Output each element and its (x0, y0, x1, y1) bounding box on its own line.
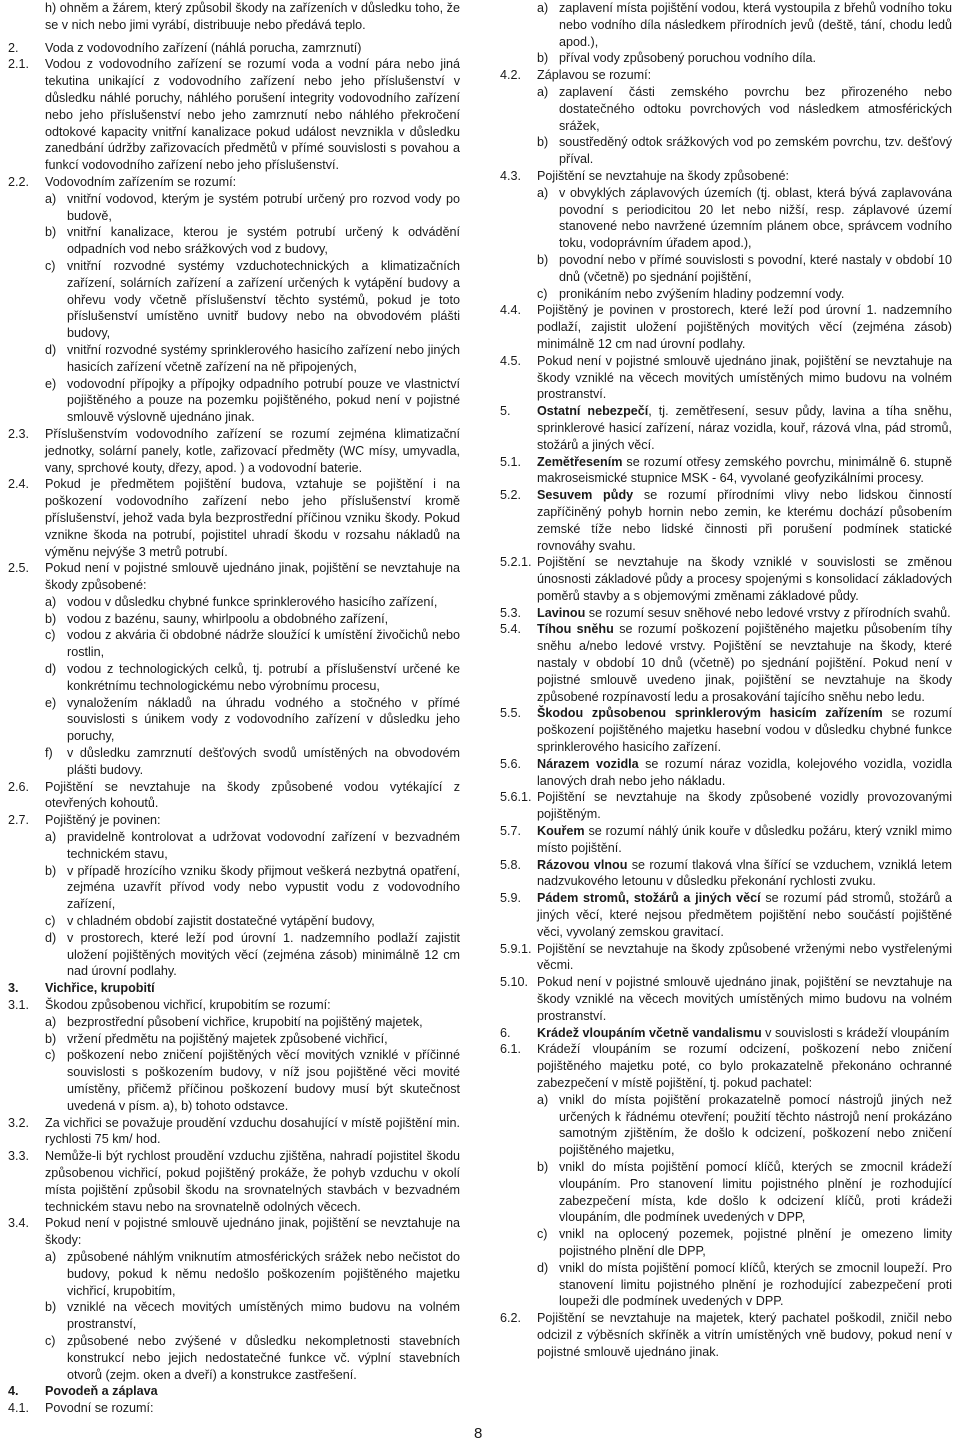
section-2-2: 2.2. Vodovodním zařízením se rozumí: (8, 174, 237, 189)
list-item: h) ohněm a žárem, který způsobil škody na zařízeních v důsledku toho, že se v nich nebo jimi vyrábí, distribuuje nebo předává teplo. (45, 1, 460, 32)
list-item: d) vodou z technologických celků, tj. potrubí a příslušenství určené ke konkrétnímu technologickému nebo výrobnímu procesu, (45, 662, 460, 693)
list-item: d) vnikl do místa pojištění pomocí klíčů, kterých se zmocnil loupeží. Pro stanovení limitu pojistného plnění je rozhodující zabezpečení proti loupeži dle podmínek uvedených v DPP. (537, 1260, 952, 1309)
list-2-2 (8, 191, 460, 426)
list-item: a) bezprostřední působení vichřice, krupobití na pojištěný majetek, (45, 1014, 423, 1029)
list-4-1 (500, 0, 952, 67)
section-4-2: 4.2. Záplavou se rozumí: (500, 68, 652, 83)
list-3-1 (8, 1014, 460, 1115)
list-item: a) zaplavení části zemského povrchu bez přirozeného nebo dostatečného odtoku povrchových vod následkem atmosférických srážek, (537, 84, 952, 133)
section-4-5: 4.5. Pokud není v pojistné smlouvě ujednáno jinak, pojištění se nevztahuje na škody vzniklé na věcech movitých umístěných mimo budovu na volném prostranství. (500, 353, 952, 402)
list-item: c) pronikáním nebo zvýšením hladiny podzemní vody. (537, 286, 845, 301)
list-4-2 (500, 84, 952, 168)
section-5-3: 5.3. Lavinou se rozumí sesuv sněhové nebo ledové vrstvy z přírodních svahů. (500, 605, 951, 620)
section-4-1: 4.1. Povodní se rozumí: (8, 1401, 154, 1416)
list-item: b) příval vody způsobený poruchou vodního díla. (537, 51, 816, 66)
list-item: b) soustředěný odtok srážkových vod po zemském povrchu, tzv. dešťový příval. (537, 135, 952, 167)
section-2-3: 2.3. Příslušenstvím vodovodního zařízení se rozumí zejména klimatizační jednotky, solární panely, kotle, zařizovací předměty (WC mísy, umyvadla, vany, sprchové kouty, dřezy, apod. ) a vodovodní baterie. (8, 426, 460, 475)
section-4-3: 4.3. Pojištění se nevztahuje na škody způsobené: (500, 168, 790, 183)
section-5-6-1: 5.6.1. Pojištění se nevztahuje na škody způsobené vozidly provozovanými pojištěným. (500, 790, 952, 822)
list-item: a) způsobené náhlým vniknutím atmosférických srážek nebo nečistot do budovy, pokud k němu nedošlo poškozením pojištěného majetku vichřicí, krupobitím, (45, 1249, 460, 1298)
list-item: a) vnitřní vodovod, kterým je systém potrubí určený pro rozvod vody po budově, (45, 191, 460, 223)
section-2-heading: 2. Voda z vodovodního zařízení (náhlá porucha, zamrznutí) (8, 40, 362, 55)
left-column (8, 0, 460, 1417)
section-6: 6. Krádež vloupáním včetně vandalismu v souvislosti s krádeží vloupáním (500, 1025, 950, 1040)
section-5-9-1: 5.9.1. Pojištění se nevztahuje na škody způsobené vrženými nebo vystřelenými věcmi. (500, 941, 952, 973)
section-5-9: 5.9. Pádem stromů, stožárů a jiných věcí se rozumí pád stromů, stožárů a jiných věcí, které nejsou předmětem pojištění nebo součástí pojištěné věci, vyvolaný zemskou gravitací. (500, 891, 952, 939)
list-item: a) pravidelně kontrolovat a udržovat vodovodní zařízení v bezvadném technickém stavu, (45, 830, 460, 861)
section-3-3: 3.3. Nemůže-li být rychlost proudění vzduchu zjištěna, nahradí pojistitel škodu způsobenou vichřicí, pokud pojištěný prokáže, že pohyb vzduchu v okolí místa pojištění způsobil škodu na srovnatelných stavbách v bezvadném technickém stavu nebo na srovnatelně odolných věcech. (8, 1149, 460, 1214)
section-2-6: 2.6. Pojištění se nevztahuje na škody způsobené vodou vytékající z otevřených kohoutů. (8, 779, 460, 811)
section-5-8: 5.8. Rázovou vlnou se rozumí tlaková vlna šířící se vzduchem, vzniklá letem nadzvukového letounu v důsledku překonání rychlosti zvuku. (500, 857, 953, 889)
section-5-5: 5.5. Škodou způsobenou sprinklerovým hasicím zařízením se rozumí poškození pojištěného majetku hasební vodou v důsledku chybné funkce sprinklerového hasicího zařízení. (500, 706, 952, 755)
section-2-5: 2.5. Pokud není v pojistné smlouvě ujednáno jinak, pojištění se nevztahuje na škody způsobené: (8, 561, 460, 593)
list-item: b) povodní nebo v přímé souvislosti s povodní, které nastaly v období 10 dnů (včetně) po sjednání pojištění, (537, 252, 952, 284)
list-item: e) vodovodní přípojky a přípojky odpadního potrubí pouze ve vlastnictví pojištěného a pouze na pozemku pojištěného, pokud není v pojistné smlouvě výslovně ujednáno jinak. (45, 376, 460, 425)
list-2-5 (8, 594, 460, 779)
list-3-4 (8, 1249, 460, 1383)
list-item: c) v chladném období zajistit dostatečné vytápění budovy, (45, 914, 375, 929)
section-3-1: 3.1. Škodou způsobenou vichřicí, krupobitím se rozumí: (8, 998, 331, 1013)
list-item: d) v prostorech, které leží pod úrovní 1. nadzemního podlaží zajistit uložení pojištěných movitých věcí (zejména zásob) minimálně 12 cm nad úrovní podlahy. (45, 930, 460, 979)
section-5-6: 5.6. Nárazem vozidla se rozumí náraz vozidla, kolejového vozidla, vozidla lanových drah nebo jeho nákladu. (500, 756, 952, 788)
list-item: a) vnikl do místa pojištění prokazatelně pomocí nástrojů jiných než určených k řádnému otevření; použití těchto nástrojů není prokázáno samotným zjištěním, že došlo k odcizení, poškození nebo zničení pojištěného majetku, (537, 1092, 952, 1158)
section-5-10: 5.10. Pokud není v pojistné smlouvě ujednáno jinak, pojištění se nevztahuje na škody vzniklé na věcech movitých umístěných mimo budovu na volném prostranství. (500, 975, 952, 1023)
list-item: e) vynaložením nákladů na úhradu vodného a stočného v přímé souvislosti s únikem vody z vodovodního zařízení v důsledku jeho poruchy, (45, 695, 460, 744)
list-item: c) vodou z akvária či obdobné nádrže sloužící k umístění živočichů nebo rostlin, (45, 628, 460, 660)
section-5-1: 5.1. Zemětřesením se rozumí otřesy zemského povrchu, minimálně 6. stupně makroseismické stupnice MSK - 64, vyvolané geofyzikálními procesy. (500, 454, 952, 486)
list-item: c) vnikl na oplocený pozemek, pojistné plnění je omezeno limity pojistného plnění dle DPP, (537, 1227, 952, 1258)
section-6-2: 6.2. Pojištění se nevztahuje na majetek, který pachatel poškodil, zničil nebo odcizil z výběsních skříněk a vitrín umístěných vně budovy, pokud není v pojistné smlouvě ujednáno jinak. (500, 1311, 952, 1359)
list-item: b) vržení předmětu na pojištěný majetek způsobené vichřicí, (45, 1031, 388, 1046)
list-4-3 (500, 185, 952, 303)
list-item: c) poškození nebo zničení pojištěných věcí movitých vzniklé v příčinné souvislosti s poškozením budovy, v níž jsou pojištěné věci movité umístěny, přičemž příčinou poškození budovy musí být skutečnost uvedená v písm. a), b) tohoto odstavce. (45, 1048, 460, 1113)
section-5-7: 5.7. Kouřem se rozumí náhlý únik kouře v důsledku požáru, který vznikl mimo místo pojištění. (500, 824, 952, 855)
list-item: b) vnikl do místa pojištění pomocí klíčů, kterých se zmocnil krádeží vloupáním. Pro stanovení limitu pojistného plnění je rozhodující zabezpečení místa, kde došlo k odcizení klíčů, proti krádeži vloupáním, dle podmínek uvedených v DPP, (537, 1159, 952, 1225)
list-item: b) vzniklé na věcech movitých umístěných mimo budovu na volném prostranství, (45, 1300, 460, 1332)
section-5-2-1: 5.2.1. Pojištění se nevztahuje na škody vzniklé v souvislosti se změnou únosnosti základové půdy a procesy spojenými s konsolidací základových poměrů stavby a s objemovými změnami základové půdy. (500, 555, 952, 603)
section-2-4: 2.4. Pokud je předmětem pojištění budova, vztahuje se pojištění i na poškození vodovodního zařízení nebo jeho příslušenství kromě příslušenství, jehož vada byla bezprostřední příčinou vzniku škody. Pokud vznikne škoda na potrubí, pojistitel uhradí škodu v rozsahu nákladů na výměnu nejvýše 3 metrů potrubí. (8, 477, 460, 559)
list-item: a) v obvyklých záplavových územích (tj. oblast, která bývá zaplavována povodní s periodicitou 20 let nebo nižší, resp. záplavové území stanovené nebo navržené územním plánem obce, správcem vodního toku, vodoprávním úřadem apod.), (537, 185, 952, 251)
list-item: b) vnitřní kanalizace, kterou je systém potrubí určený k odvádění odpadních vod nebo srážkových vod z budovy, (45, 225, 460, 257)
section-3-2: 3.2. Za vichřici se považuje proudění vzduchu dosahující v místě pojištění min. rychlosti 75 km/ hod. (8, 1115, 460, 1147)
section-6-1: 6.1. Krádeží vloupáním se rozumí odcizení, poškození nebo zničení pojištěného majetku poté, co bylo prokazatelně překonáno ochranné zabezpečení v místě pojištění, tj. pokud pachatel: (500, 1042, 952, 1090)
list-item: f) v důsledku zamrznutí dešťových svodů umístěných na obvodovém plášti budovy. (45, 746, 460, 777)
section-3-heading: 3. Vichřice, krupobití (8, 981, 155, 996)
list-6-1 (500, 1092, 952, 1310)
list-item: a) zaplavení místa pojištění vodou, která vystoupila z břehů vodního toku nebo vodního díla následkem přírodních jevů (deště, tání, chodu ledů apod.), (537, 1, 952, 49)
list-item: a) vodou v důsledku chybné funkce sprinklerového hasicího zařízení, (45, 594, 438, 609)
right-column (500, 0, 952, 1361)
list-item: b) vodou z bazénu, sauny, whirlpoolu a obdobného zařízení, (45, 611, 389, 626)
section-3-4: 3.4. Pokud není v pojistné smlouvě ujednáno jinak, pojištění se nevztahuje na škody: (8, 1216, 460, 1248)
section-5-4: 5.4. Tíhou sněhu se rozumí poškození pojištěného majetku působením tíhy sněhu a/nebo ledové vrstvy. Pojištění se nevztahuje na škody, které nastaly v období 10 dnů (včetně) po sjednání pojištění. Pokud není v pojistné smlouvě uvedeno jinak, pojištění se nevztahuje na škody způsobené rozpínavostí ledu a prosakování tajícího sněhu nebo ledu. (500, 622, 952, 704)
section-4-4: 4.4. Pojištěný je povinen v prostorech, které leží pod úrovní 1. nadzemního podlaží, zajistit uložení pojištěných movitých věcí (zejména zásob) minimálně 12 cm nad úrovní podlahy. (500, 303, 952, 351)
list-item: c) způsobené nebo zvýšené v důsledku nekompletnosti stavebních konstrukcí nebo jejich nedostatečné funkce vč. výplní stavebních otvorů (zejm. oken a dveří) a konstrukce zastřešení. (45, 1333, 460, 1382)
list-item: d) vnitřní rozvodné systémy sprinklerového hasicího zařízení nebo jiných hasicích zařízení včetně zařízení na ně připojených, (45, 342, 460, 374)
section-2-7: 2.7. Pojištěný je povinen: (8, 813, 161, 828)
list-2-7 (8, 829, 460, 980)
list-item: c) vnitřní rozvodné systémy vzduchotechnických a klimatizačních zařízení, solárních zařízení a zařízení určených k vytápění budovy a ohřevu vody včetně příslušenství těchto systémů, pokud je toto příslušenství umístěno uvnitř budovy nebo na obvodovém plášti budovy, (45, 258, 460, 341)
section-4-heading: 4. Povodeň a záplava (8, 1384, 158, 1399)
list-item: b) v případě hrozícího vzniku škody přijmout veškerá nezbytná opatření, zejména uzavřít přívod vody nebo vypustit vodu z vodovodního zařízení, (45, 863, 460, 912)
section-5-2: 5.2. Sesuvem půdy se rozumí přírodními vlivy nebo lidskou činností zapříčiněný pohyb hornin nebo zemin, ke kterému dochází působením zemské tíže nebo lidské činnosti při porušení podmínek statické rovnováhy svahu. (500, 488, 952, 553)
section-5: 5. Ostatní nebezpečí, tj. zemětřesení, sesuv půdy, lavina a tíha sněhu, sprinklerové hasicí zařízení, náraz vozidla, kouř, rázová vlna, pád stromů, stožárů a jiných věcí. (500, 404, 952, 452)
section-2-1: 2.1. Vodou z vodovodního zařízení se rozumí voda a vodní pára nebo jiná tekutina unikající z vodovodního zařízení nebo jeho příslušenství v důsledku náhlé poruchy, náhlého porušení integrity vodovodního zařízení nebo jeho příslušenství nebo jeho zamrznutí nebo náhlého překročení odtokové kapacity vnitřní kanalizace pokud událost nevznikla v důsledku zanedbání údržby zařizovacích předmětů v přímé souvislosti s povahou a funkcí vodovodního zařízení nebo jeho příslušenství. (8, 57, 460, 173)
page-number: 8 (474, 1425, 483, 1442)
